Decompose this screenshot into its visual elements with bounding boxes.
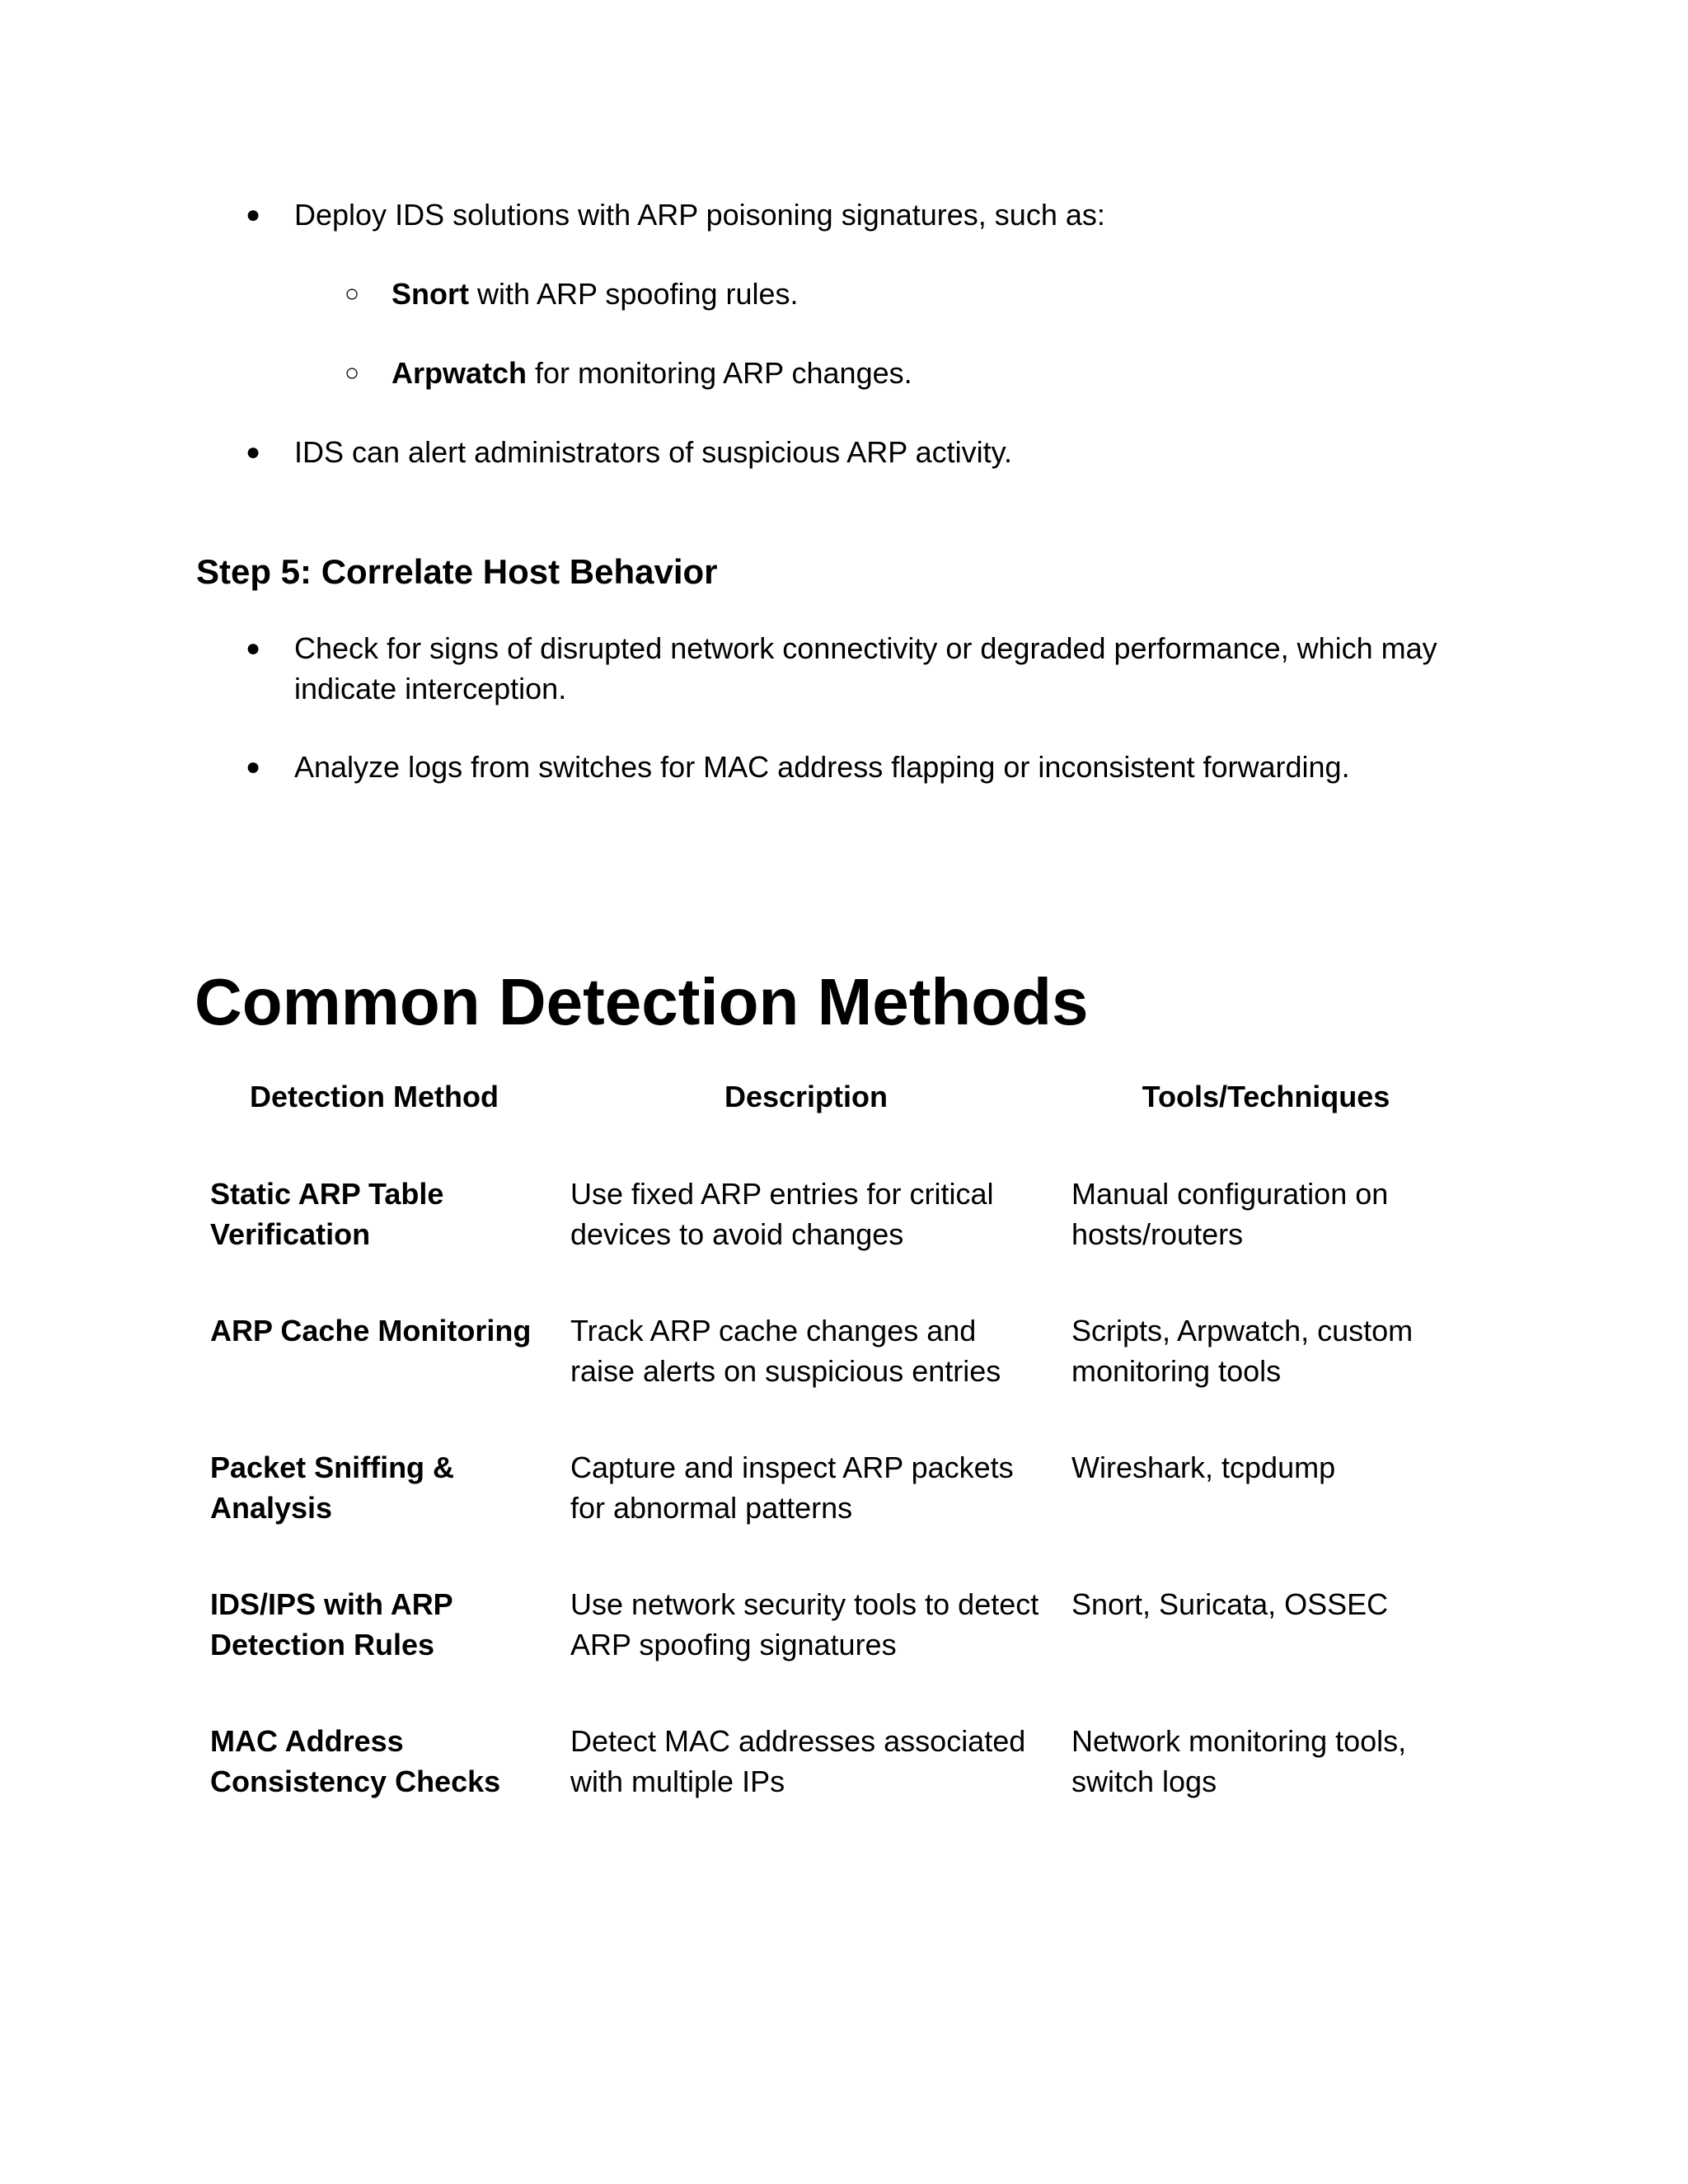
tools-cell xyxy=(1071,1721,1500,1802)
cell-line: Track ARP cache changes and xyxy=(570,1314,977,1347)
sub-bullet-text xyxy=(392,274,799,314)
cell-line: with multiple IPs xyxy=(570,1765,785,1798)
tool-note: with ARP spoofing rules. xyxy=(469,277,799,311)
cell-line: Verification xyxy=(210,1217,371,1251)
tools-cell xyxy=(1071,1584,1500,1624)
description-cell xyxy=(570,1584,1081,1665)
method-cell xyxy=(210,1584,556,1665)
cell-line: raise alerts on suspicious entries xyxy=(570,1354,1001,1388)
cell-line: Packet Sniffing & xyxy=(210,1451,455,1484)
bullet-marker: ● xyxy=(246,201,261,228)
description-cell xyxy=(570,1310,1081,1391)
cell-line: Network monitoring tools, xyxy=(1071,1724,1407,1758)
tools-cell xyxy=(1071,1447,1500,1488)
cell-line: Detect MAC addresses associated xyxy=(570,1724,1026,1758)
section-title: Common Detection Methods xyxy=(195,965,1089,1038)
description-cell xyxy=(570,1174,1081,1254)
tools-cell xyxy=(1071,1174,1500,1254)
bullet-text-line: Check for signs of disrupted network connectivity or degraded performance, which may xyxy=(294,631,1437,665)
method-cell xyxy=(210,1174,556,1254)
bullet-marker: ● xyxy=(246,635,261,662)
column-header: Tools/Techniques xyxy=(1142,1080,1390,1113)
cell-line: Use network security tools to detect xyxy=(570,1587,1039,1621)
bullet-text: Deploy IDS solutions with ARP poisoning signatures, such as: xyxy=(294,198,1105,232)
description-cell xyxy=(570,1447,1081,1528)
cell-line: ARP Cache Monitoring xyxy=(210,1314,532,1347)
bullet-marker: ● xyxy=(246,438,261,466)
cell-line: Capture and inspect ARP packets xyxy=(570,1451,1014,1484)
cell-line: for abnormal patterns xyxy=(570,1491,853,1525)
cell-line: Wireshark, tcpdump xyxy=(1071,1451,1336,1484)
cell-line: Detection Rules xyxy=(210,1628,435,1661)
tool-note: for monitoring ARP changes. xyxy=(527,356,912,390)
column-header: Description xyxy=(724,1080,889,1113)
cell-line: Consistency Checks xyxy=(210,1765,501,1798)
cell-line: IDS/IPS with ARP xyxy=(210,1587,453,1621)
tool-name: Snort xyxy=(392,277,469,311)
cell-line: Use fixed ARP entries for critical xyxy=(570,1177,994,1211)
tools-cell xyxy=(1071,1310,1500,1391)
cell-line: switch logs xyxy=(1071,1765,1217,1798)
description-cell xyxy=(570,1721,1081,1802)
cell-line: Analysis xyxy=(210,1491,333,1525)
sub-bullet-marker: ○ xyxy=(345,359,360,387)
cell-line: MAC Address xyxy=(210,1724,404,1758)
sub-bullet-marker: ○ xyxy=(345,280,360,307)
cell-line: monitoring tools xyxy=(1071,1354,1282,1388)
bullet-marker: ● xyxy=(246,753,261,780)
column-header: Detection Method xyxy=(250,1080,499,1113)
tool-name: Arpwatch xyxy=(392,356,528,390)
cell-line: devices to avoid changes xyxy=(570,1217,904,1251)
method-cell xyxy=(210,1310,556,1351)
bullet-text-line: Analyze logs from switches for MAC address flapping or inconsistent forwarding. xyxy=(294,750,1350,784)
cell-line: ARP spoofing signatures xyxy=(570,1628,897,1661)
step-heading: Step 5: Correlate Host Behavior xyxy=(196,552,718,591)
bullet-text-line: indicate interception. xyxy=(294,672,567,705)
method-cell xyxy=(210,1721,556,1802)
cell-line: Manual configuration on xyxy=(1071,1177,1389,1211)
cell-line: Snort, Suricata, OSSEC xyxy=(1071,1587,1389,1621)
method-cell xyxy=(210,1447,556,1528)
cell-line: Scripts, Arpwatch, custom xyxy=(1071,1314,1414,1347)
bullet-text: IDS can alert administrators of suspicious ARP activity. xyxy=(294,435,1013,469)
cell-line: hosts/routers xyxy=(1071,1217,1244,1251)
sub-bullet-text xyxy=(392,353,912,393)
cell-line: Static ARP Table xyxy=(210,1177,444,1211)
